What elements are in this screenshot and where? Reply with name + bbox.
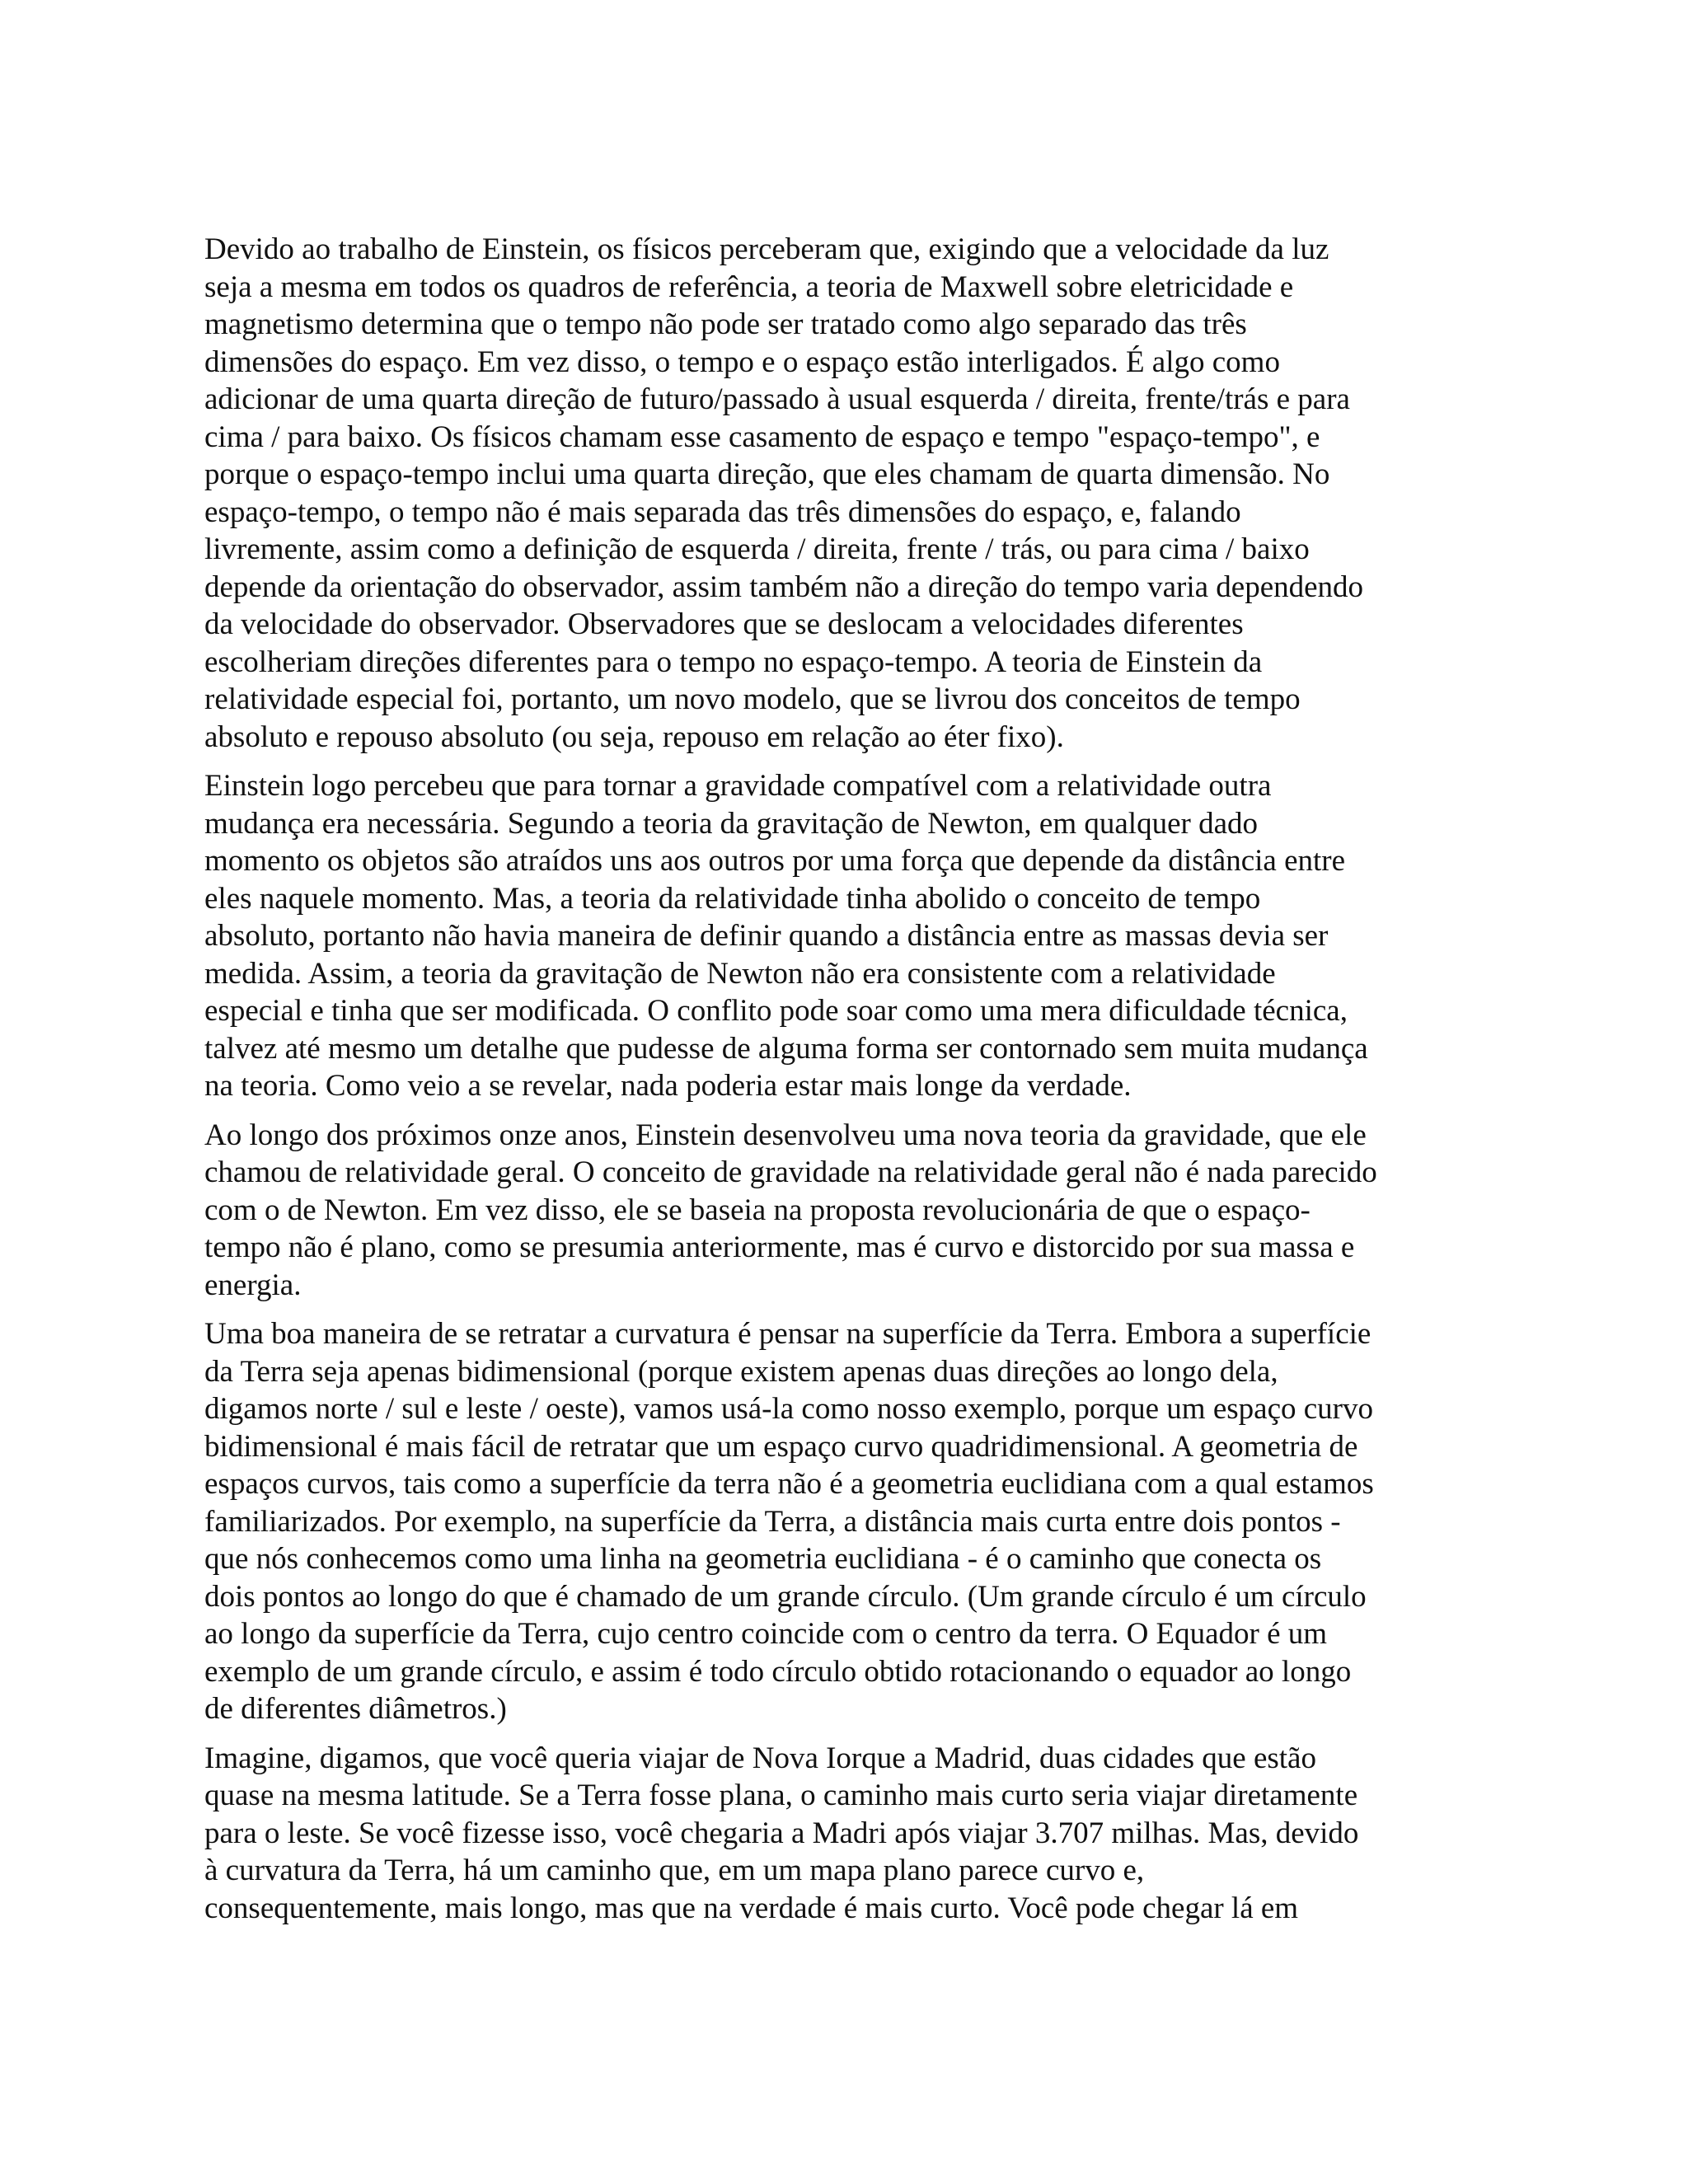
- text-line: Ao longo dos próximos onze anos, Einstein desenvolveu uma nova teoria da gravidade, que ele: [204, 1118, 1367, 1152]
- text-line: de diferentes diâmetros.): [204, 1692, 507, 1726]
- text-line: que nós conhecemos como uma linha na geometria euclidiana - é o caminho que conecta os: [204, 1542, 1322, 1576]
- text-line: porque o espaço-tempo inclui uma quarta direção, que eles chamam de quarta dimensão. No: [204, 457, 1330, 491]
- text-line: familiarizados. Por exemplo, na superfície da Terra, a distância mais curta entre dois pontos -: [204, 1504, 1341, 1539]
- text-line: chamou de relatividade geral. O conceito de gravidade na relatividade geral não é nada parecido: [204, 1155, 1377, 1189]
- text-line: ao longo da superfície da Terra, cujo centro coincide com o centro da terra. O Equador é um: [204, 1617, 1328, 1651]
- text-line: Imagine, digamos, que você queria viajar de Nova Iorque a Madrid, duas cidades que estão: [204, 1741, 1316, 1775]
- text-line: energia.: [204, 1268, 302, 1302]
- text-line: para o leste. Se você fizesse isso, você chegaria a Madri após viajar 3.707 milhas. Mas, devido: [204, 1816, 1359, 1850]
- text-line: absoluto e repouso absoluto (ou seja, repouso em relação ao éter fixo).: [204, 719, 1064, 754]
- text-line: cima / para baixo. Os físicos chamam esse casamento de espaço e tempo "espaço-tempo", e: [204, 419, 1320, 454]
- text-line: escolheriam direções diferentes para o tempo no espaço-tempo. A teoria de Einstein da: [204, 644, 1263, 679]
- text-line: dimensões do espaço. Em vez disso, o tempo e o espaço estão interligados. É algo como: [204, 344, 1280, 379]
- text-line: depende da orientação do observador, assim também não a direção do tempo varia dependendo: [204, 569, 1364, 604]
- text-line: espaço-tempo, o tempo não é mais separada das três dimensões do espaço, e, falando: [204, 494, 1241, 529]
- text-line: seja a mesma em todos os quadros de referência, a teoria de Maxwell sobre eletricidade e: [204, 269, 1294, 304]
- text-line: da Terra seja apenas bidimensional (porque existem apenas duas direções ao longo dela,: [204, 1354, 1278, 1389]
- text-line: bidimensional é mais fácil de retratar que um espaço curvo quadridimensional. A geometria de: [204, 1429, 1358, 1464]
- text-line: Devido ao trabalho de Einstein, os físicos perceberam que, exigindo que a velocidade da luz: [204, 232, 1329, 266]
- text-line: digamos norte / sul e leste / oeste), vamos usá-la como nosso exemplo, porque um espaço curvo: [204, 1392, 1373, 1426]
- text-line: quase na mesma latitude. Se a Terra fosse plana, o caminho mais curto seria viajar diretamente: [204, 1779, 1358, 1812]
- text-line: exemplo de um grande círculo, e assim é todo círculo obtido rotacionando o equador ao longo: [204, 1654, 1352, 1689]
- text-line: medida. Assim, a teoria da gravitação de Newton não era consistente com a relatividade: [204, 956, 1276, 991]
- text-line: relatividade especial foi, portanto, um novo modelo, que se livrou dos conceitos de tempo: [204, 682, 1301, 716]
- text-line: Einstein logo percebeu que para tornar a gravidade compatível com a relatividade outra: [204, 769, 1272, 803]
- text-line: magnetismo determina que o tempo não pode ser tratado como algo separado das três: [204, 307, 1247, 341]
- text-line: talvez até mesmo um detalhe que pudesse de alguma forma ser contornado sem muita mudança: [204, 1031, 1368, 1066]
- paragraph: [204, 231, 1474, 756]
- text-line: dois pontos ao longo do que é chamado de um grande círculo. (Um grande círculo é um círculo: [204, 1579, 1367, 1614]
- text-line: livremente, assim como a definição de esquerda / direita, frente / trás, ou para cima / baixo: [204, 532, 1310, 566]
- text-line: absoluto, portanto não havia maneira de definir quando a distância entre as massas devia ser: [204, 919, 1329, 953]
- text-line: adicionar de uma quarta direção de futuro/passado à usual esquerda / direita, frente/trás e para: [204, 382, 1350, 416]
- paragraph: [204, 1740, 1474, 1928]
- text-line: da velocidade do observador. Observadores que se deslocam a velocidades diferentes: [204, 607, 1244, 641]
- text-line: Uma boa maneira de se retratar a curvatura é pensar na superfície da Terra. Embora a superfície: [204, 1317, 1372, 1351]
- paragraph: [204, 1117, 1474, 1305]
- text-line: tempo não é plano, como se presumia anteriormente, mas é curvo e distorcido por sua massa e: [204, 1230, 1355, 1264]
- text-line: na teoria. Como veio a se revelar, nada poderia estar mais longe da verdade.: [204, 1069, 1132, 1103]
- text-line: com o de Newton. Em vez disso, ele se baseia na proposta revolucionária de que o espaço-: [204, 1193, 1311, 1227]
- text-line: à curvatura da Terra, há um caminho que, em um mapa plano parece curvo e,: [204, 1854, 1145, 1887]
- text-line: consequentemente, mais longo, mas que na verdade é mais curto. Você pode chegar lá em: [204, 1891, 1299, 1925]
- paragraph: [204, 767, 1474, 1105]
- document-body: [204, 231, 1474, 1938]
- text-line: eles naquele momento. Mas, a teoria da relatividade tinha abolido o conceito de tempo: [204, 881, 1261, 916]
- paragraph: [204, 1315, 1474, 1728]
- text-line: mudança era necessária. Segundo a teoria da gravitação de Newton, em qualquer dado: [204, 806, 1258, 841]
- text-line: momento os objetos são atraídos uns aos outros por uma força que depende da distância entre: [204, 844, 1346, 878]
- text-line: espaços curvos, tais como a superfície da terra não é a geometria euclidiana com a qual estamos: [204, 1467, 1374, 1501]
- text-line: especial e tinha que ser modificada. O conflito pode soar como uma mera dificuldade técnica,: [204, 994, 1348, 1028]
